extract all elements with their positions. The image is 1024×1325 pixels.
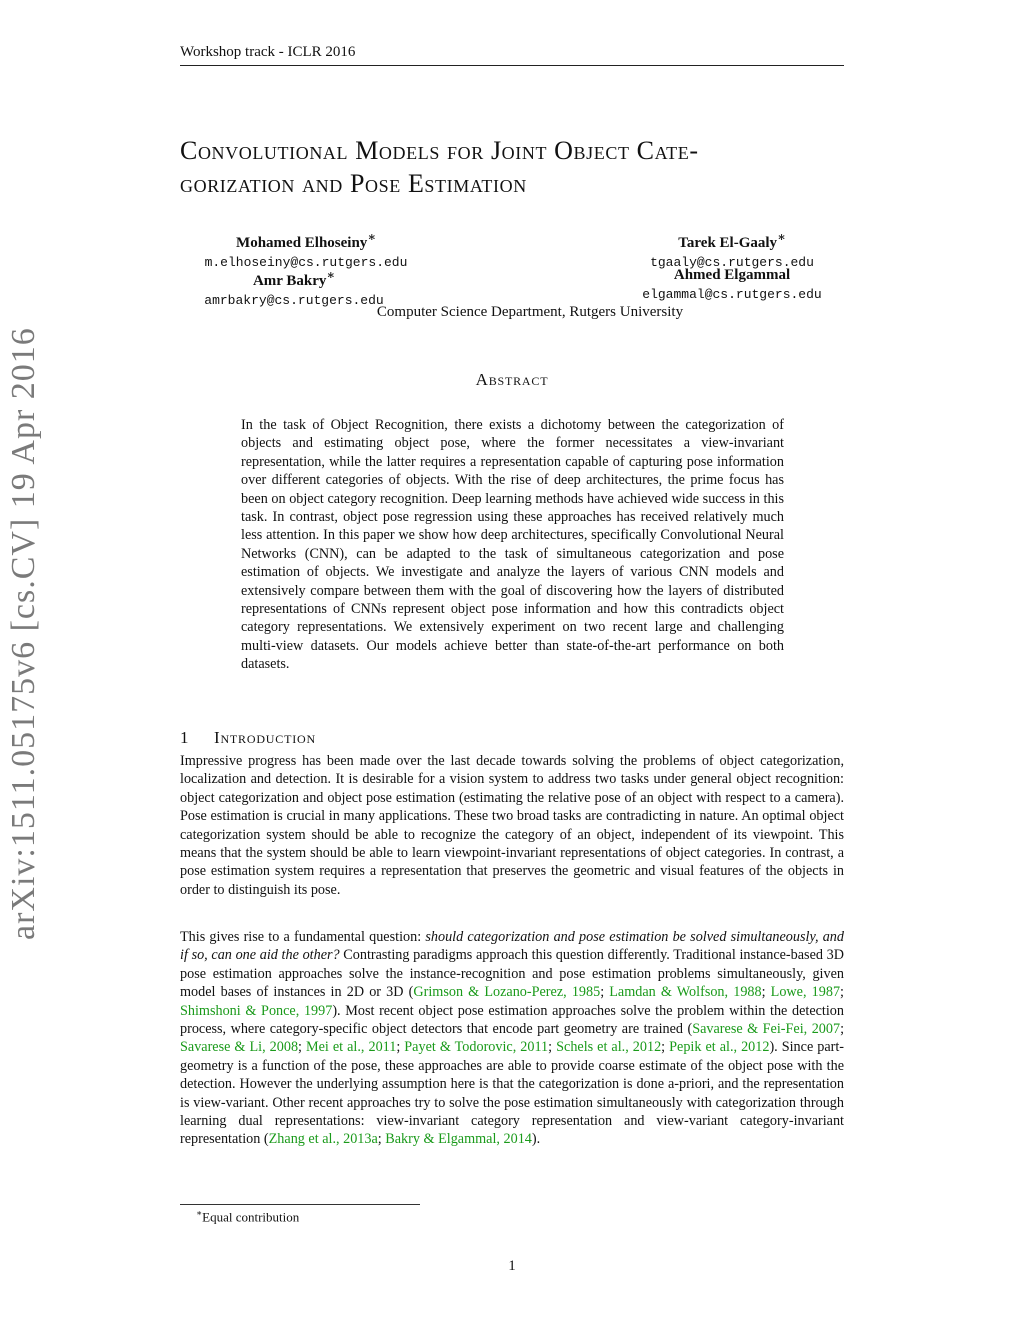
citation-link[interactable]: Grimson & Lozano-Perez, 1985 xyxy=(413,984,601,1001)
citation-link[interactable]: Lowe, 1987 xyxy=(770,984,841,1001)
title-line-1: Convolutional Models for Joint Object Cate- xyxy=(180,136,699,165)
citation-link[interactable]: Shimshoni & Ponce, 1997 xyxy=(180,1002,333,1019)
citation-link[interactable]: Pepik et al., 2012 xyxy=(669,1039,770,1056)
author-name: Ahmed Elgammal xyxy=(673,267,791,283)
author-email: amrbakry@cs.rutgers.edu xyxy=(204,293,384,308)
author-name: Tarek El-Gaaly∗ xyxy=(678,230,786,251)
author-email: tgaaly@cs.rutgers.edu xyxy=(650,255,814,270)
citation-link[interactable]: Payet & Todorovic, 2011 xyxy=(404,1039,549,1056)
citation-link[interactable]: Schels et al., 2012 xyxy=(556,1039,662,1056)
abstract-heading: Abstract xyxy=(475,370,549,389)
paper-title xyxy=(180,134,860,200)
running-header: Workshop track - ICLR 2016 xyxy=(180,44,356,60)
research-question: should categorization and pose estimation be solved simultaneously, and if so, can one aid the other? xyxy=(180,929,844,964)
citation-link[interactable]: Savarese & Fei-Fei, 2007 xyxy=(692,1021,841,1038)
intro-paragraph-1: Impressive progress has been made over the last decade towards solving the problems of object categorization, localization and detection. It is desirable for a vision system to address two tasks under general object recognition: object categorization and object pose estimation (estimating the relative pose of an object with respect to a camera). Pose estimation is crucial in many applications. These two broad tasks are contradicting in nature. An optimal object categorization system should be able to recognize the category of an object, independent of its viewpoint. This means that the system should be able to learn viewpoint-invariant representations of object categories. In contrast, a pose estimation system requires a representation that preserves the geometric and visual features of the objects in order to distinguish its pose. xyxy=(180,753,844,898)
title-line-2: gorization and Pose Estimation xyxy=(180,169,527,198)
citation-link[interactable]: Mei et al., 2011 xyxy=(306,1039,397,1056)
citation-link[interactable]: Bakry & Elgammal, 2014 xyxy=(385,1131,532,1148)
footnote: ∗Equal contribution xyxy=(196,1208,300,1225)
author-email: m.elhoseiny@cs.rutgers.edu xyxy=(204,255,408,270)
citation-link[interactable]: Lamdan & Wolfson, 1988 xyxy=(609,984,762,1001)
arxiv-stamp[interactable]: arXiv:1511.05175v6 [cs.CV] 19 Apr 2016 xyxy=(5,327,42,940)
section-title: Introduction xyxy=(214,728,316,747)
citation-link[interactable]: Savarese & Li, 2008 xyxy=(180,1039,299,1056)
section-number: 1 xyxy=(180,728,190,747)
citation-link[interactable]: Zhang et al., 2013a xyxy=(268,1131,378,1148)
author-name: Amr Bakry∗ xyxy=(252,268,336,289)
footnote-rule xyxy=(180,1204,420,1205)
author-block xyxy=(627,266,837,304)
header-rule xyxy=(180,65,844,66)
intro-paragraph-2: This gives rise to a fundamental question: should categorization and pose estimation be solved simultaneously, and if so, can one aid the other? Contrasting paradigms approach this question differently. Traditional instance-based 3D pose estimation approaches solve the instance-recognition and pose estimation problems simultaneously, given model bases of instances in 2D or 3D (Grimson & Lozano-Perez, 1985; Lamdan & Wolfson, 1988; Lowe, 1987; Shimshoni & Ponce, 1997). Most recent object pose estimation approaches solve the problem within the detection process, where category-specific object detectors that encode part geometry are trained (Savarese & Fei-Fei, 2007; Savarese & Li, 2008; Mei et al., 2011; Payet & Todorovic, 2011; Schels et al., 2012; Pepik et al., 2012). Since part-geometry is a function of the pose, these approaches are able to provide coarse estimate of the object pose with the detection. However the underlying assumption here is that the categorization is done a-priori, and the representation is view-variant. Other recent approaches try to solve the pose estimation simultaneously with categorization through learning dual representations: view-invariant category representation and view-variant category-invariant representation (Zhang et al., 2013a; Bakry & Elgammal, 2014). xyxy=(180,929,845,1148)
page-number: 1 xyxy=(508,1258,516,1274)
author-email: elgammal@cs.rutgers.edu xyxy=(642,287,822,302)
affiliation: Computer Science Department, Rutgers University xyxy=(376,304,684,320)
section-heading xyxy=(180,728,844,748)
author-name: Mohamed Elhoseiny∗ xyxy=(236,230,376,251)
abstract-text: In the task of Object Recognition, there exists a dichotomy between the categorization of objects and estimating object pose, where the former necessitates a view-invariant representation, while the latter requires a representation capable of capturing pose information over different categories of objects. With the rise of deep architectures, the prime focus has been on object category recognition. Deep learning methods have achieved wide success in this task. In contrast, object pose regression using these approaches has received relatively much less attention. In this paper we show how deep architectures, specifically Convolutional Neural Networks (CNN), can be adapted to the task of simultaneous categorization and pose estimation of objects. We investigate and analyze the layers of various CNN models and extensively compare between them with the goal of discovering how the layers of distributed representations of CNNs represent object pose information and how this contradicts object category representations. We extensively experiment on two recent large and challenging multi-view datasets. Our models achieve better than state-of-the-art performance on both datasets. xyxy=(241,417,784,673)
